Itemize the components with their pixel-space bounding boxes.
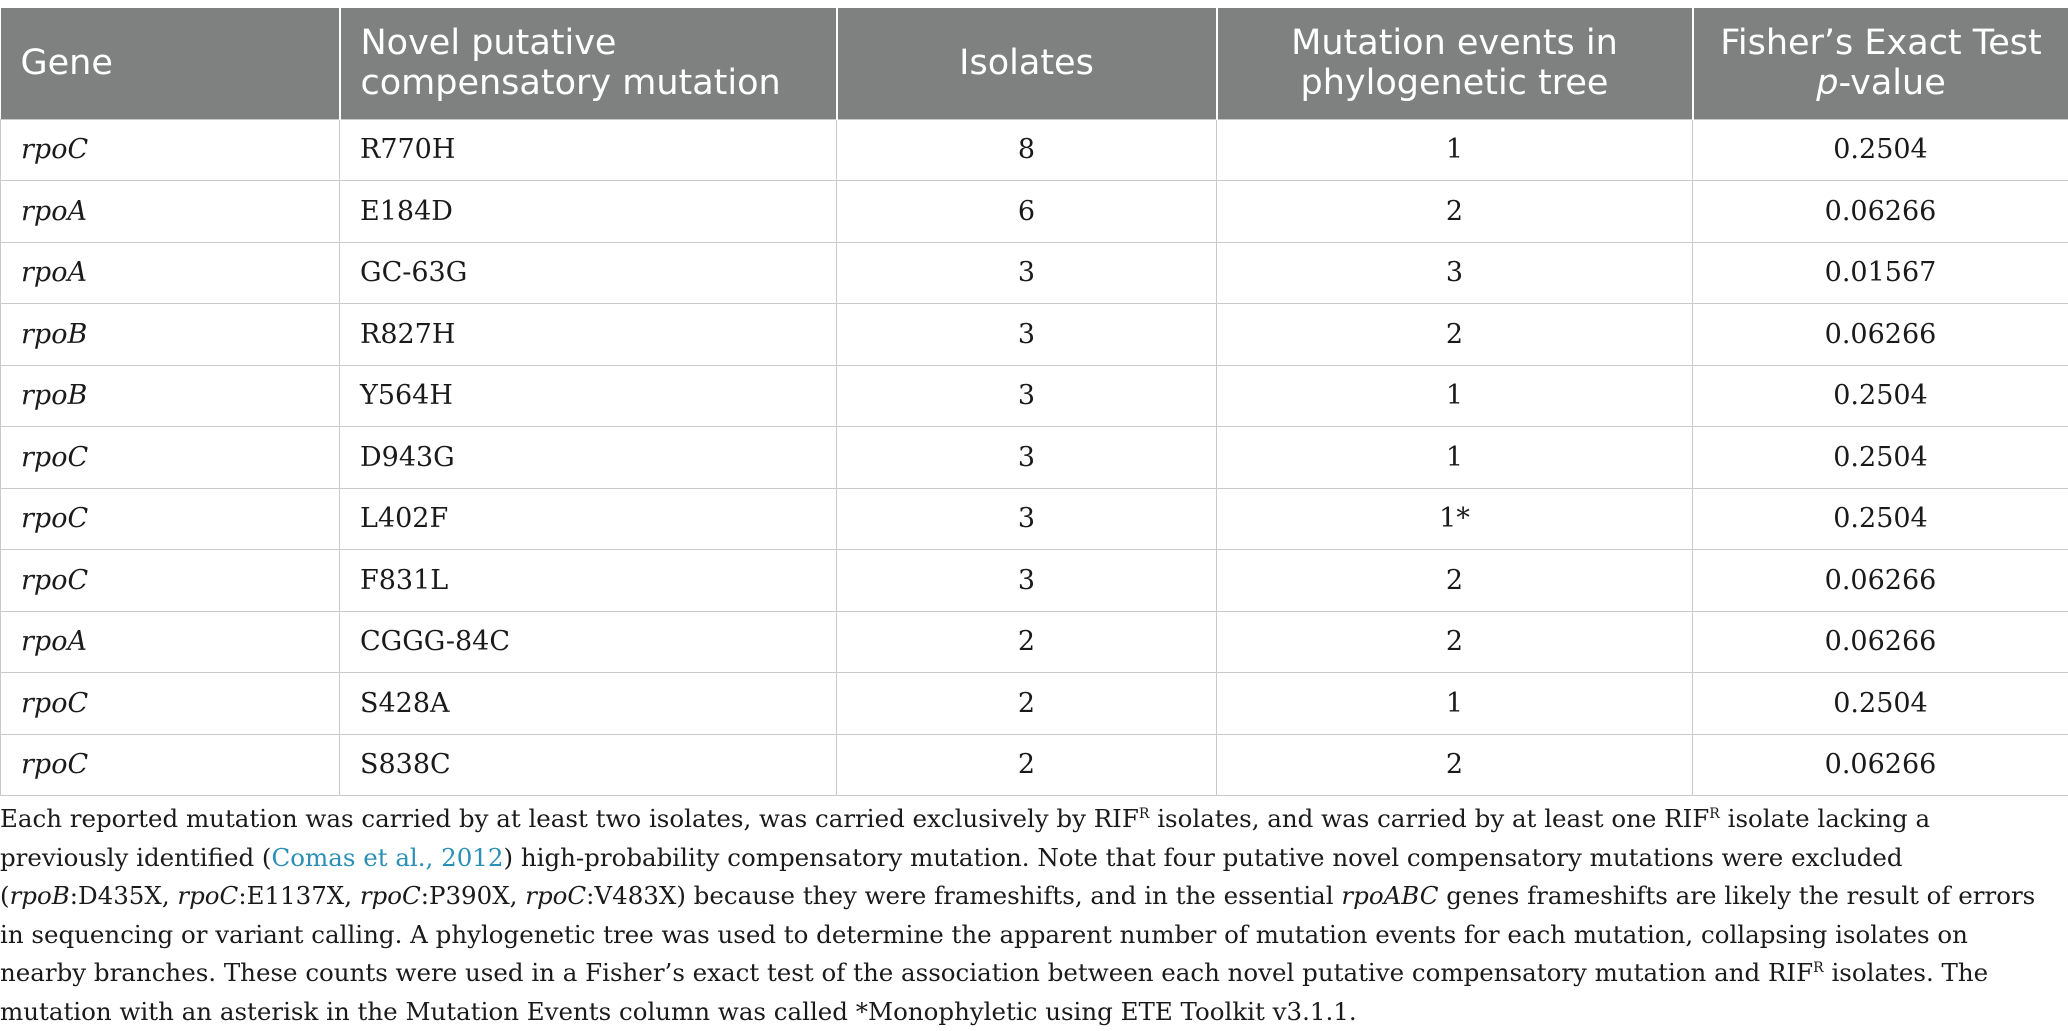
isolates-cell: 3 xyxy=(837,242,1217,304)
table-header xyxy=(1,8,2068,119)
events-cell: 1 xyxy=(1217,365,1693,427)
gene-cell: rpoB xyxy=(1,304,340,366)
pvalue-cell: 0.06266 xyxy=(1693,611,2068,673)
isolates-cell: 3 xyxy=(837,304,1217,366)
gene-name: rpoC xyxy=(525,881,586,910)
pvalue-cell: 0.06266 xyxy=(1693,550,2068,612)
mutation-cell: R770H xyxy=(340,119,837,181)
pvalue-cell: 0.2504 xyxy=(1693,365,2068,427)
mutation-cell: L402F xyxy=(340,488,837,550)
table-row xyxy=(1,488,2068,550)
isolates-cell: 3 xyxy=(837,550,1217,612)
gene-cell: rpoC xyxy=(1,673,340,735)
isolates-cell: 3 xyxy=(837,365,1217,427)
gene-cell: rpoA xyxy=(1,242,340,304)
mutation-cell: CGGG-84C xyxy=(340,611,837,673)
header-gene: Gene xyxy=(1,8,340,119)
table-row xyxy=(1,181,2068,243)
gene-cell: rpoC xyxy=(1,734,340,796)
pvalue-cell: 0.2504 xyxy=(1693,673,2068,735)
superscript-r: R xyxy=(1139,806,1150,822)
header-mutation-line2: compensatory mutation xyxy=(361,63,781,103)
pvalue-cell: 0.06266 xyxy=(1693,734,2068,796)
events-cell: 2 xyxy=(1217,611,1693,673)
table-row xyxy=(1,734,2068,796)
table-row xyxy=(1,611,2068,673)
header-row xyxy=(1,8,2068,119)
events-cell: 2 xyxy=(1217,550,1693,612)
table-row xyxy=(1,550,2068,612)
isolates-cell: 2 xyxy=(837,611,1217,673)
header-events-line2: phylogenetic tree xyxy=(1301,63,1609,103)
events-cell: 1* xyxy=(1217,488,1693,550)
results-table-container xyxy=(0,8,2068,796)
events-cell: 2 xyxy=(1217,734,1693,796)
header-mutation xyxy=(340,8,837,119)
table-body xyxy=(1,119,2068,796)
mutation-cell: F831L xyxy=(340,550,837,612)
gene-cell: rpoC xyxy=(1,488,340,550)
mutation-cell: D943G xyxy=(340,427,837,489)
mutation-table xyxy=(0,8,2068,796)
header-isolates: Isolates xyxy=(837,8,1217,119)
isolates-cell: 2 xyxy=(837,673,1217,735)
mutation-cell: S428A xyxy=(340,673,837,735)
pvalue-cell: 0.06266 xyxy=(1693,181,2068,243)
pvalue-cell: 0.01567 xyxy=(1693,242,2068,304)
gene-name: rpoC xyxy=(360,881,421,910)
mutation-cell: R827H xyxy=(340,304,837,366)
events-cell: 3 xyxy=(1217,242,1693,304)
table-row xyxy=(1,304,2068,366)
isolates-cell: 8 xyxy=(837,119,1217,181)
table-row xyxy=(1,365,2068,427)
header-events-line1: Mutation events in xyxy=(1291,23,1618,63)
table-row xyxy=(1,119,2068,181)
gene-cell: rpoC xyxy=(1,427,340,489)
gene-cell: rpoA xyxy=(1,611,340,673)
header-mutation-line1: Novel putative xyxy=(361,23,617,63)
events-cell: 1 xyxy=(1217,673,1693,735)
gene-cell: rpoB xyxy=(1,365,340,427)
header-fisher-p: p xyxy=(1816,63,1838,103)
gene-name: rpoC xyxy=(177,881,238,910)
mutation-cell: E184D xyxy=(340,181,837,243)
gene-cell: rpoA xyxy=(1,181,340,243)
mutation-cell: GC-63G xyxy=(340,242,837,304)
events-cell: 1 xyxy=(1217,427,1693,489)
pvalue-cell: 0.2504 xyxy=(1693,119,2068,181)
gene-cell: rpoC xyxy=(1,119,340,181)
superscript-r: R xyxy=(1709,806,1720,822)
events-cell: 2 xyxy=(1217,181,1693,243)
mutation-cell: Y564H xyxy=(340,365,837,427)
gene-name: rpoABC xyxy=(1341,881,1438,910)
pvalue-cell: 0.2504 xyxy=(1693,488,2068,550)
gene-name: rpoB xyxy=(10,881,70,910)
header-fisher-rest: -value xyxy=(1838,63,1945,103)
isolates-cell: 2 xyxy=(837,734,1217,796)
table-row xyxy=(1,427,2068,489)
events-cell: 2 xyxy=(1217,304,1693,366)
gene-cell: rpoC xyxy=(1,550,340,612)
table-footnote: Each reported mutation was carried by at least two isolates, was carried exclusively by $RIF^R$ isolates, and was carried by at least one $RIF^R$ isolate lacking a previously identified (Comas et al., 2012) high-probability compensatory mutation. Note that four putative novel compensatory mutations were excluded (rpoB:D435X, rpoC:E1137X, rpoC:P390X, rpoC:V483X) because they were frameshifts, and in the essential rpoABC genes frameshifts are likely the result of errors in sequencing or variant calling. A phylogenetic tree was used to determine the apparent number of mutation events for each mutation, collapsing isolates on nearby branches. These counts were used in a Fisher’s exact test of the association between each novel putative compensatory mutation and $RIF^R$ isolates. The mutation with an asterisk in the Mutation Events column was called *Monophyletic using ETE Toolkit v3.1.1. xyxy=(0,800,2056,1031)
superscript-r: R xyxy=(1813,960,1824,976)
header-events xyxy=(1217,8,1693,119)
table-row xyxy=(1,673,2068,735)
header-fisher xyxy=(1693,8,2068,119)
header-fisher-line1: Fisher’s Exact Test xyxy=(1720,23,2041,63)
isolates-cell: 3 xyxy=(837,427,1217,489)
isolates-cell: 3 xyxy=(837,488,1217,550)
mutation-cell: S838C xyxy=(340,734,837,796)
isolates-cell: 6 xyxy=(837,181,1217,243)
pvalue-cell: 0.06266 xyxy=(1693,304,2068,366)
events-cell: 1 xyxy=(1217,119,1693,181)
table-row xyxy=(1,242,2068,304)
pvalue-cell: 0.2504 xyxy=(1693,427,2068,489)
citation-link[interactable]: Comas et al., 2012 xyxy=(272,843,504,872)
